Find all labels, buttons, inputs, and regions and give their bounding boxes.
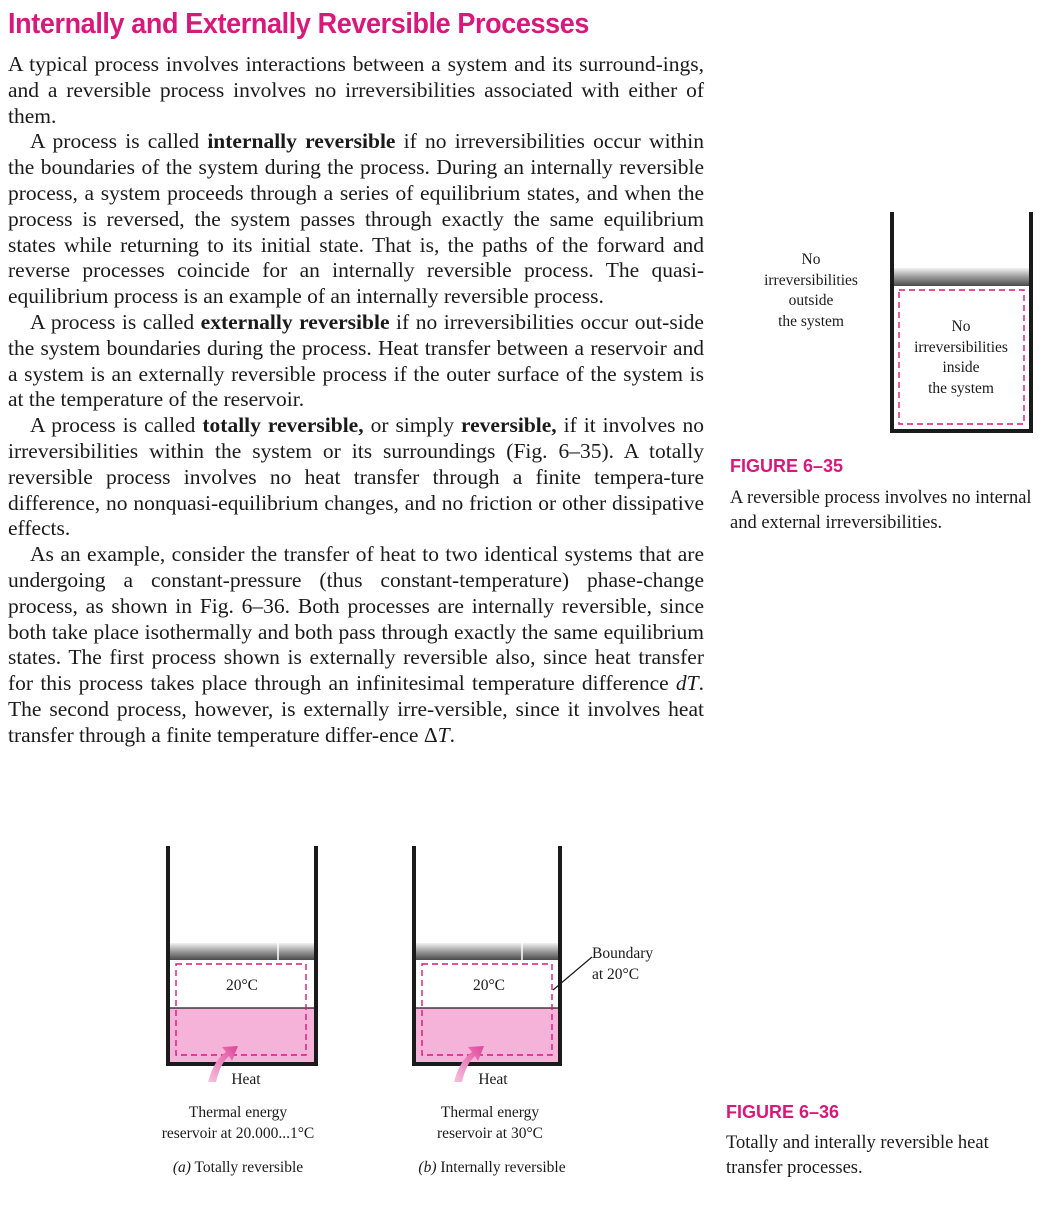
fig36-title: FIGURE 6–36	[726, 1102, 840, 1122]
fig36b-heat-label: Heat	[478, 1071, 508, 1088]
paragraph-3-text-b: if no irreversibilities occur out-side the system boundaries during the process. Heat transfer between a reservoir and a system is an externally reversible process if the outer surface of the system is at the temperature of the reservoir.	[8, 309, 704, 412]
symbol-dT: dT	[675, 671, 699, 696]
paragraph-4-text-c: if it involves no irreversibilities within the system or its surroundings (Fig. 6–35). A totally reversible process involves no heat transfer through a finite tempera-ture difference, no nonquasi-equilibrium changes, and no friction or other dissipative effects.	[8, 413, 704, 541]
fig35-title: FIGURE 6–35	[730, 456, 844, 476]
fig36b-temp-label: 20°C	[472, 977, 506, 994]
term-reversible: reversible,	[460, 413, 557, 438]
fig35-caption: A reversible process involves no internal and external irreversibilities.	[730, 488, 1032, 533]
fig36a-reservoir-line-1: Thermal energy	[188, 1104, 288, 1121]
paragraph-4-text-b: or simply	[363, 413, 461, 438]
term-internally-reversible: internally reversible	[207, 129, 396, 154]
fig36b-boundary-line-1: Boundary	[592, 945, 654, 962]
term-totally-reversible: totally reversible,	[202, 413, 364, 438]
paragraph-5-text-c: .	[449, 722, 455, 747]
fig36a-liquid	[170, 1008, 314, 1062]
section-heading: Internally and Externally Reversible Processes	[8, 8, 590, 40]
fig36b-piston	[416, 943, 558, 960]
term-externally-reversible: externally reversible	[200, 309, 390, 334]
fig35-outside-line-3: outside	[788, 292, 834, 309]
fig36b-boundary-line-2: at 20°C	[592, 965, 640, 983]
fig36b-reservoir-label	[390, 1103, 590, 1144]
fig35-inside-line-1: No	[951, 318, 971, 335]
fig36a-heat-label: Heat	[231, 1071, 261, 1088]
fig36b-reservoir-line-2: reservoir at 30°C	[436, 1124, 544, 1142]
fig35-outside-line-4: the system	[778, 312, 844, 330]
paragraph-2-text-a: A process is called	[30, 129, 208, 154]
fig36a-cylinder	[168, 846, 316, 1082]
fig36b-reservoir-line-1: Thermal energy	[440, 1104, 540, 1121]
fig35-inside-line-4: the system	[928, 379, 994, 397]
paragraph-2-text-b: if no irreversibilities occur within the boundaries of the system during the process. During an internally reversible process, a system proceeds through a series of equilibrium states, and when the process is reversed, the system passes through exactly the same equilibrium states while returning to its initial state. That is, the paths of the forward and reverse processes coincide for an internally reversible process. The quasi-equilibrium process is an example of an internally reversible process.	[8, 129, 704, 309]
fig35-outside-label	[757, 250, 865, 332]
fig35-piston	[894, 268, 1029, 286]
fig36a-sub-letter: (a)	[172, 1159, 191, 1176]
symbol-T: T	[437, 722, 450, 747]
fig36-caption: Totally and interally reversible heat transfer processes.	[726, 1133, 989, 1178]
fig36b-boundary-label	[592, 944, 653, 985]
fig35-inside-label	[904, 317, 1018, 399]
paragraph-4-text-a: A process is called	[30, 413, 203, 438]
fig36a-subcaption	[138, 1158, 338, 1179]
fig35-inside-line-2: irreversibilities	[914, 338, 1008, 356]
fig36b-sub-text: Internally reversible	[436, 1159, 566, 1176]
fig36a-sub-text: Totally reversible	[190, 1159, 304, 1176]
fig36a-reservoir-line-2: reservoir at 20.000...1°C	[161, 1124, 315, 1142]
fig36a-piston	[170, 943, 314, 960]
paragraph-5-text-b: . The second process, however, is externally irre-versible, since it involves heat transfer through a finite temperature differ-ence	[8, 671, 704, 747]
fig36a-temp-label: 20°C	[225, 977, 259, 994]
symbol-delta: Δ	[423, 722, 438, 747]
fig35-inside-line-3: inside	[942, 359, 980, 376]
fig36b-cylinder	[414, 846, 592, 1082]
fig36b-liquid	[416, 1008, 558, 1062]
fig36a-reservoir-label	[138, 1103, 338, 1144]
paragraph-1-text: A typical process involves interactions between a system and its surround-ings, and a reversible process involves no irreversibilities associated with either of them.	[8, 52, 704, 128]
paragraph-5-text-a: As an example, consider the transfer of heat to two identical systems that are undergoing a constant-pressure (thus constant-temperature) phase-change process, as shown in Fig. 6–36. Both processes are internally reversible, since both take place isothermally and both pass through exactly the same equilibrium states. The first process shown is externally reversible also, since heat transfer for this process takes place through an infinitesimal temperature difference	[8, 542, 704, 696]
fig35-outside-line-1: No	[801, 251, 821, 268]
paragraph-3-text-a: A process is called	[30, 309, 201, 334]
fig35-outside-line-2: irreversibilities	[764, 271, 858, 289]
fig36b-subcaption	[392, 1158, 592, 1179]
fig36b-sub-letter: (b)	[418, 1159, 437, 1176]
